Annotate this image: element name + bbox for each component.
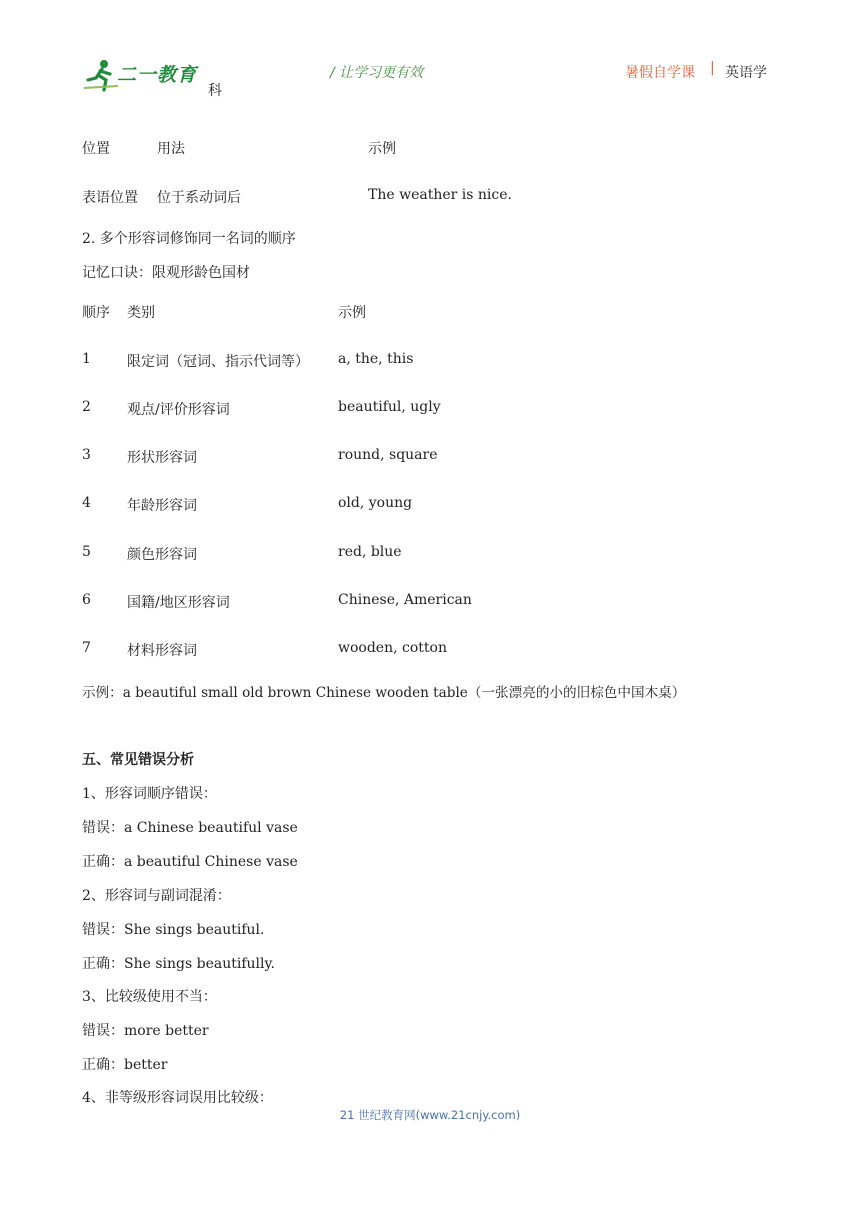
table2-row-example: wooden, cotton	[338, 640, 447, 656]
table2-row-order: 6	[82, 592, 91, 608]
footer-link[interactable]: 21 世纪教育网(www.21cnjy.com)	[339, 1108, 521, 1122]
table1-cell-usage: 位于系动词后	[157, 190, 241, 206]
section5-item-title: 3、比较级使用不当：	[82, 989, 217, 1005]
table1-cell-example: The weather is nice.	[368, 187, 512, 203]
table1-header-usage: 用法	[157, 141, 185, 157]
table1-cell-position: 表语位置	[82, 190, 138, 206]
table2-row-order: 5	[82, 544, 91, 560]
table2-row-category: 形状形容词	[127, 450, 197, 466]
section2-mnemonic: 记忆口诀：限观形龄色国材	[82, 265, 250, 281]
header-subject-suffix: 科	[208, 83, 222, 99]
section5-correct-example: 正确：better	[82, 1057, 168, 1073]
table2-header-example: 示例	[338, 305, 366, 321]
table2-row-category: 观点/评价形容词	[127, 402, 230, 418]
section5-item-title: 2、形容词与副词混淆：	[82, 888, 231, 904]
section2-heading: 2. 多个形容词修饰同一名词的顺序	[82, 231, 296, 247]
table2-row-example: round, square	[338, 447, 438, 463]
table2-row-order: 2	[82, 399, 91, 415]
section5-item-title: 1、形容词顺序错误：	[82, 786, 217, 802]
table2-row-order: 7	[82, 640, 91, 656]
section5-wrong-example: 错误：more better	[82, 1023, 209, 1039]
table2-row-example: Chinese, American	[338, 592, 472, 608]
logo-text: 二一教育	[117, 64, 198, 86]
section5-wrong-example: 错误：She sings beautiful.	[82, 922, 265, 938]
table2-row-order: 1	[82, 351, 91, 367]
table2-row-category: 国籍/地区形容词	[127, 595, 230, 611]
table2-row-category: 颜色形容词	[127, 547, 197, 563]
runner-logo-icon	[82, 58, 122, 92]
table1-header-position: 位置	[82, 141, 110, 157]
header-slogan: / 让学习更有效	[330, 65, 424, 81]
table2-row-example: red, blue	[338, 544, 402, 560]
table2-row-category: 年龄形容词	[127, 498, 197, 514]
table1-header-example: 示例	[368, 141, 396, 157]
table2-row-order: 3	[82, 447, 91, 463]
section5-correct-example: 正确：a beautiful Chinese vase	[82, 854, 298, 870]
table2-row-example: old, young	[338, 495, 413, 511]
table2-row-category: 材料形容词	[127, 643, 197, 659]
header-separator: |	[710, 60, 715, 76]
table2-header-order: 顺序	[82, 305, 110, 321]
header-course: 暑假自学课	[625, 65, 695, 81]
table2-header-category: 类别	[127, 305, 155, 321]
section5-wrong-example: 错误：a Chinese beautiful vase	[82, 820, 298, 836]
table2-row-example: beautiful, ugly	[338, 399, 441, 415]
header-subject: 英语学	[725, 65, 767, 81]
section5-heading: 五、常见错误分析	[82, 752, 194, 768]
section5-correct-example: 正确：She sings beautifully.	[82, 956, 275, 972]
table2-row-example: a, the, this	[338, 351, 414, 367]
example-line: 示例：a beautiful small old brown Chinese wooden table（一张漂亮的小的旧棕色中国木桌）	[82, 685, 686, 701]
table2-row-category: 限定词（冠词、指示代词等）	[127, 354, 309, 370]
section5-item-title: 4、非等级形容词误用比较级：	[82, 1090, 273, 1106]
table2-row-order: 4	[82, 495, 91, 511]
